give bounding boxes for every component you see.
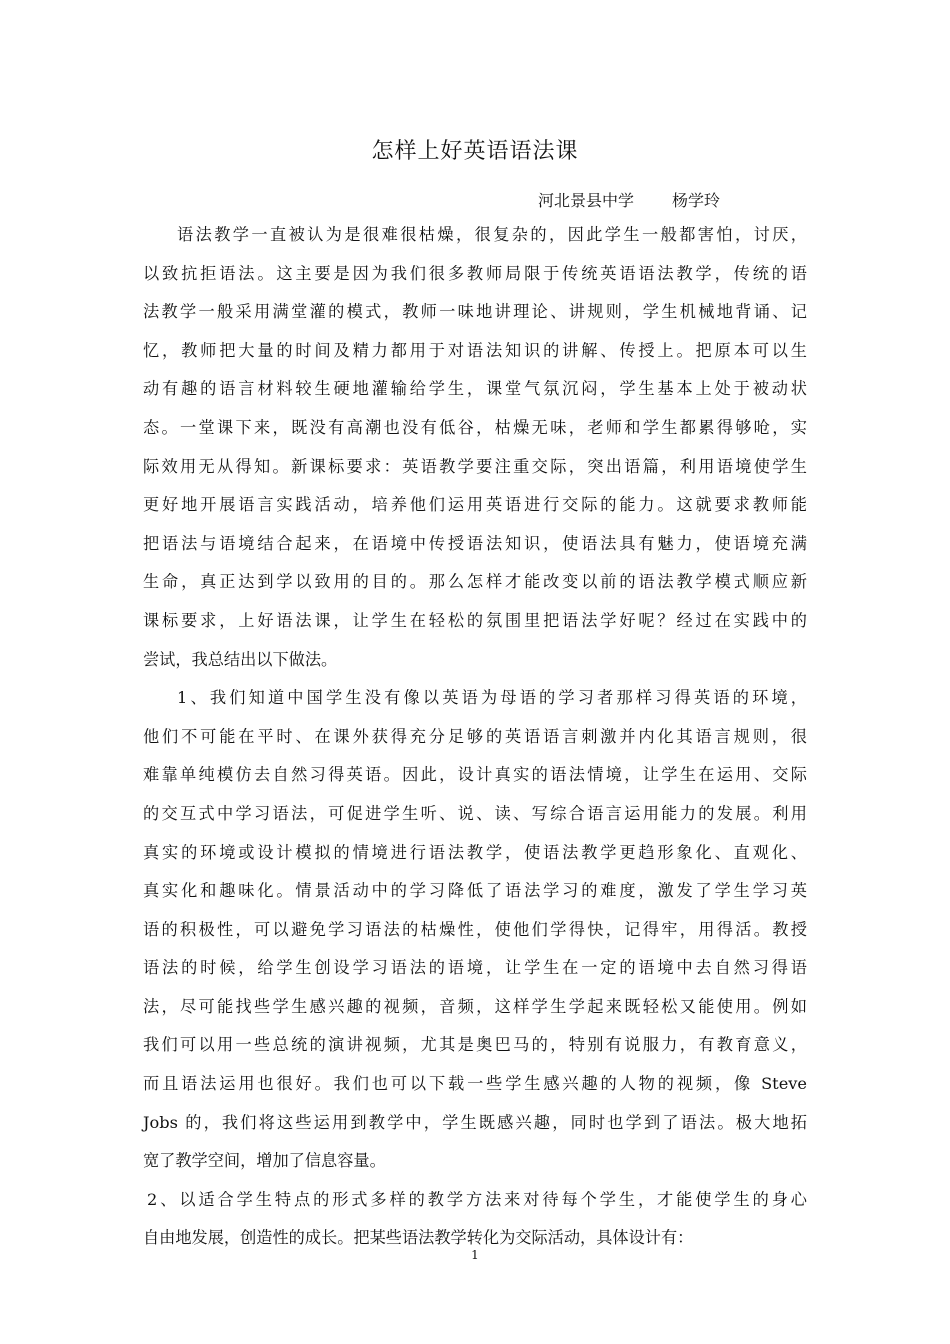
paragraph-line: 以致抗拒语法。这主要是因为我们很多教师局限于传统英语语法教学，传统的语 xyxy=(143,263,807,283)
paragraph-line: 法教学一般采用满堂灌的模式，教师一味地讲理论、讲规则，学生机械地背诵、记 xyxy=(143,302,807,322)
paragraph-line: 法，尽可能找些学生感兴趣的视频，音频，这样学生学起来既轻松又能使用。例如 xyxy=(143,996,807,1016)
paragraph-line: 我们可以用一些总统的演讲视频，尤其是奥巴马的，特别有说服力，有教育意义， xyxy=(143,1035,807,1055)
paragraph-line: 语法教学一直被认为是很难很枯燥，很复杂的，因此学生一般都害怕，讨厌， xyxy=(177,225,807,244)
paragraph-line: 语的积极性，可以避免学习语法的枯燥性，使他们学得快，记得牢，用得活。教授 xyxy=(143,919,807,939)
paragraph-line: 他们不可能在平时、在课外获得充分足够的英语语言刺激并内化其语言规则，很 xyxy=(143,726,807,746)
paragraph-line: 的交互式中学习语法，可促进学生听、说、读、写综合语言运用能力的发展。利用 xyxy=(143,803,807,823)
paragraph-line: 课标要求，上好语法课，让学生在轻松的氛围里把语法学好呢？经过在实践中的 xyxy=(143,610,807,630)
paragraph-line: 1、我们知道中国学生没有像以英语为母语的学习者那样习得英语的环境， xyxy=(177,688,807,708)
body-text xyxy=(143,216,807,1258)
paragraph-line: 真实化和趣味化。情景活动中的学习降低了语法学习的难度，激发了学生学习英 xyxy=(143,881,807,901)
paragraph-line: 态。一堂课下来，既没有高潮也没有低谷，枯燥无味，老师和学生都累得够呛，实 xyxy=(143,417,807,437)
paragraph-line: 忆，教师把大量的时间及精力都用于对语法知识的讲解、传授上。把原本可以生 xyxy=(143,340,807,360)
paragraph-line: 尝试，我总结出以下做法。 xyxy=(143,649,338,669)
page-number: 1 xyxy=(471,1248,479,1262)
paragraph-line: 真实的环境或设计模拟的情境进行语法教学，使语法教学更趋形象化、直观化、 xyxy=(143,842,807,862)
author-name: 杨学玲 xyxy=(672,191,721,210)
paragraph-line: 际效用无从得知。新课标要求：英语教学要注重交际，突出语篇，利用语境使学生 xyxy=(143,456,807,476)
paragraph-line: 把语法与语境结合起来，在语境中传授语法知识，使语法具有魅力，使语境充满 xyxy=(143,533,807,553)
paragraph-line: 更好地开展语言实践活动，培养他们运用英语进行交际的能力。这就要求教师能 xyxy=(143,495,807,515)
paragraph-line: 生命，真正达到学以致用的目的。那么怎样才能改变以前的语法教学模式顺应新 xyxy=(143,572,807,592)
paragraph-line: 而且语法运用也很好。我们也可以下载一些学生感兴趣的人物的视频，像 Steve xyxy=(143,1074,807,1094)
paragraph-line: 难靠单纯模仿去自然习得英语。因此，设计真实的语法情境，让学生在运用、交际 xyxy=(143,765,807,785)
school-name: 河北景县中学 xyxy=(538,191,635,210)
paragraph-line: 动有趣的语言材料较生硬地灌输给学生，课堂气氛沉闷，学生基本上处于被动状 xyxy=(143,379,807,399)
paragraph-line: 2、以适合学生特点的形式多样的教学方法来对待每个学生，才能使学生的身心 xyxy=(147,1189,807,1209)
paragraph-line: Jobs 的，我们将这些运用到教学中，学生既感兴趣，同时也学到了语法。极大地拓 xyxy=(143,1112,807,1132)
paragraph-line: 语法的时候，给学生创设学习语法的语境，让学生在一定的语境中去自然习得语 xyxy=(143,958,807,978)
byline xyxy=(538,188,720,211)
document-title: 怎样上好英语语法课 xyxy=(371,139,579,164)
paragraph-line: 宽了教学空间，增加了信息容量。 xyxy=(143,1151,386,1171)
paragraph-line: 自由地发展，创造性的成长。把某些语法教学转化为交际活动，具体设计有： xyxy=(143,1228,694,1248)
